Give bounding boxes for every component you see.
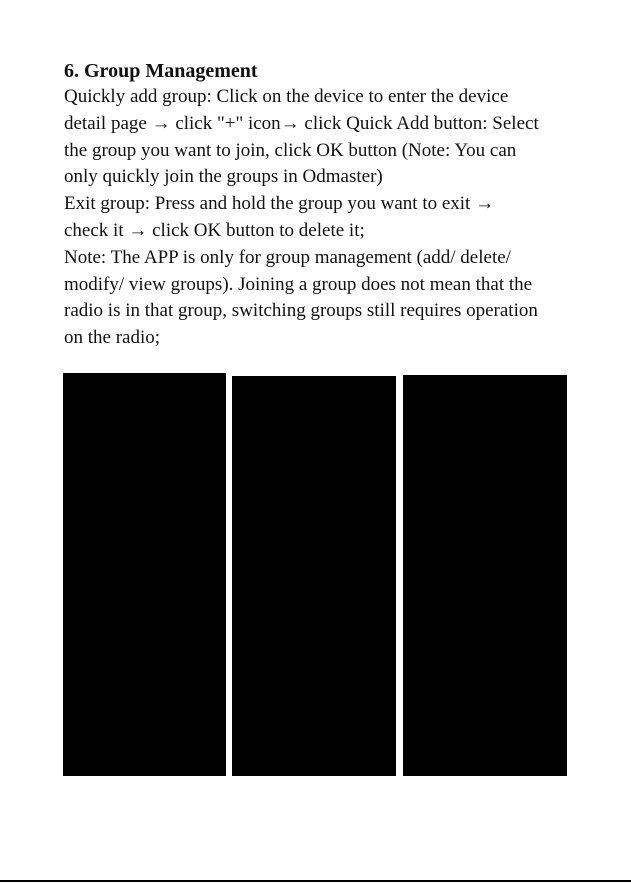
instruction-line-4: only quickly join the groups in Odmaster) (64, 166, 383, 188)
instruction-line-10: on the radio; (64, 327, 161, 349)
instructions-text (64, 84, 584, 352)
instruction-line-8: modify/ view groups). Joining a group does not mean that the (64, 273, 533, 295)
page-bottom-rule (0, 880, 631, 882)
section-title: 6. Group Management (64, 60, 258, 82)
instruction-line-2: detail page → click "+" icon→ click Quick Add button: Select (64, 112, 539, 134)
instruction-line-5: Exit group: Press and hold the group you want to exit → (64, 193, 495, 215)
app-screenshot-3 (403, 375, 567, 776)
instruction-line-7: Note: The APP is only for group management (add/ delete/ (64, 246, 511, 268)
instruction-line-1: Quickly add group: Click on the device to enter the device (64, 86, 509, 107)
instruction-line-9: radio is in that group, switching groups still requires operation (64, 300, 538, 322)
app-screenshot-1 (63, 373, 226, 776)
instruction-line-6: check it → click OK button to delete it; (64, 219, 365, 241)
instruction-line-3: the group you want to join, click OK button (Note: You can (64, 139, 517, 161)
app-screenshot-2 (232, 376, 396, 776)
